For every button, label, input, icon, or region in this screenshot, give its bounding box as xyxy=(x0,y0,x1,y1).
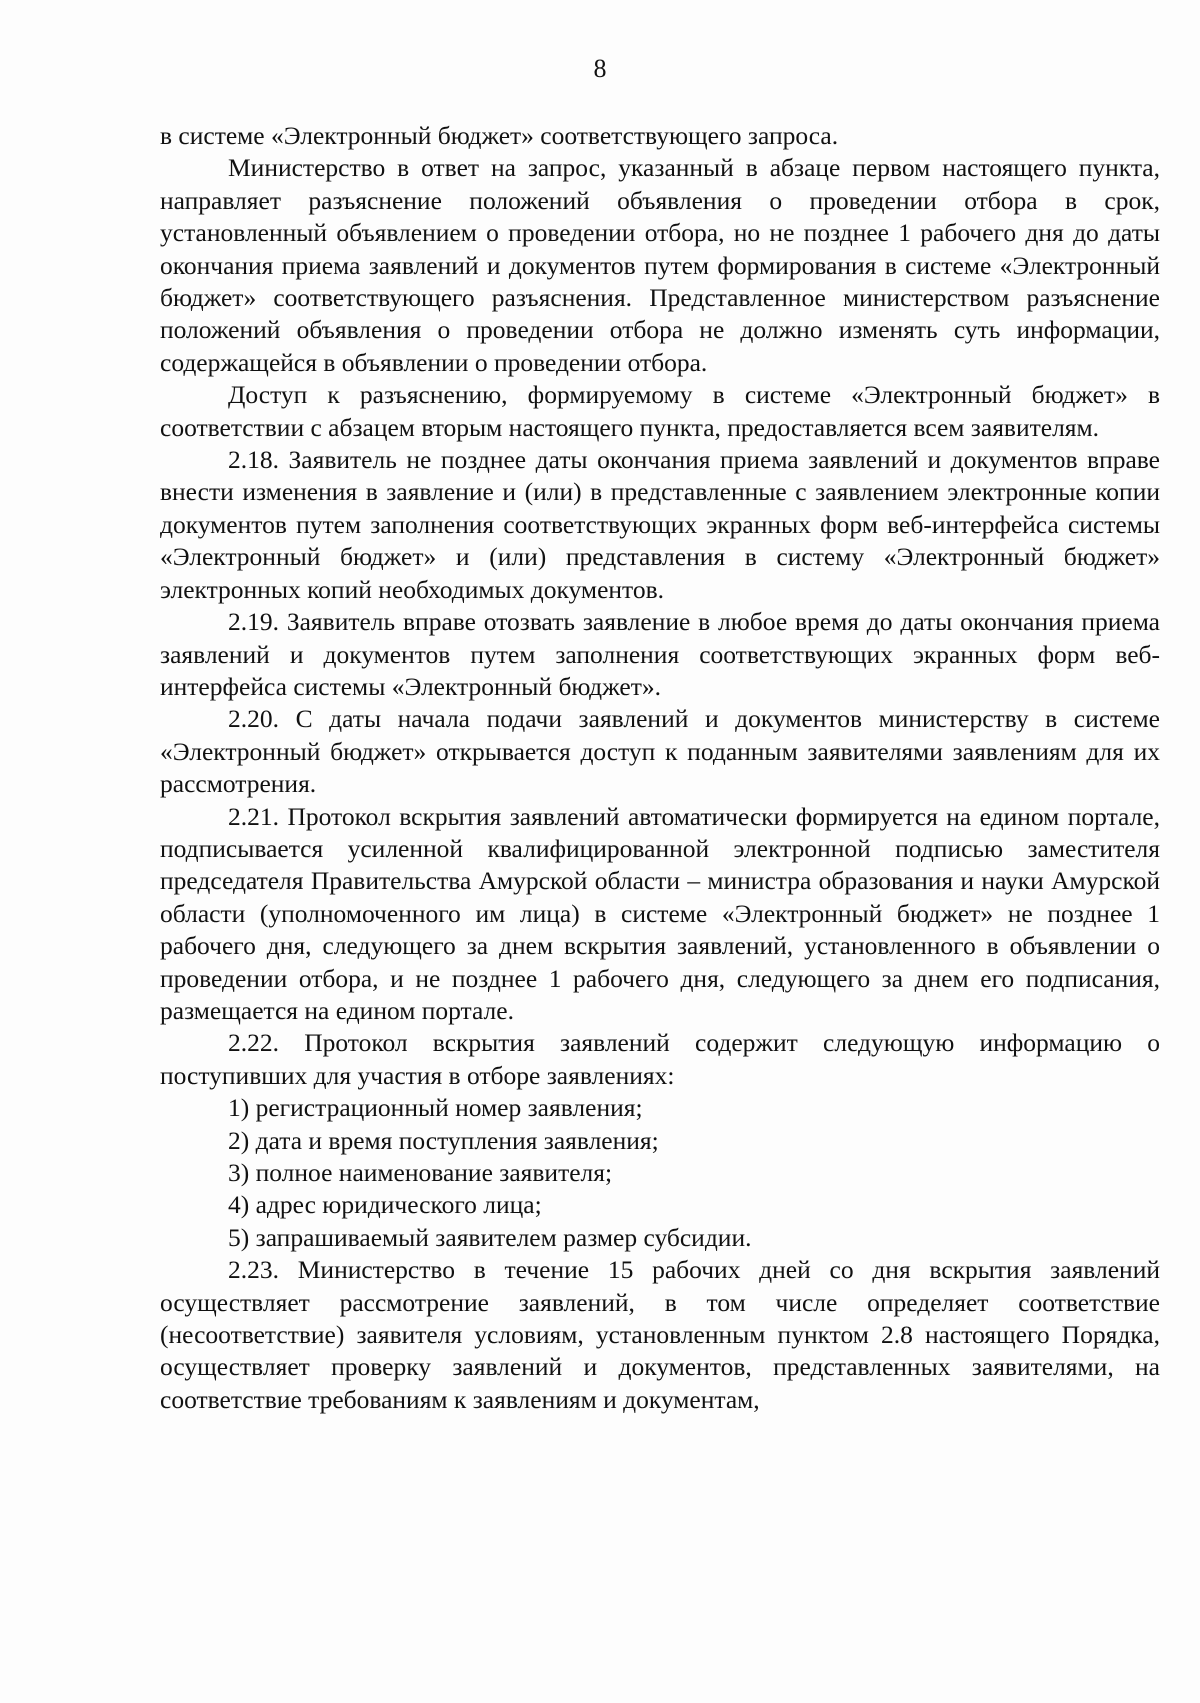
paragraph-2-20: 2.20. С даты начала подачи заявлений и документов министерству в системе «Электронный бюджет» открывается доступ к поданным заявителями заявлениям для их рассмотрения. xyxy=(160,704,1160,799)
paragraph-ministry-response: Министерство в ответ на запрос, указанный в абзаце первом настоящего пункта, направляет разъяснение положений объявления о проведении отбора в срок, установленный объявлением о проведении отбора, но не позднее 1 рабочего дня до даты окончания приема заявлений и документов путем формирования в системе «Электронный бюджет» соответствующего разъяснения. Представленное министерством разъяснение положений объявления о проведении отбора не должно изменять суть информации, содержащейся в объявлении о проведении отбора. xyxy=(160,153,1160,377)
document-body xyxy=(160,120,1160,1416)
paragraph-2-19: 2.19. Заявитель вправе отозвать заявление в любое время до даты окончания приема заявлений и документов путем заполнения соответствующих экранных форм веб-интерфейса системы «Электронный бюджет». xyxy=(160,607,1160,701)
paragraph-2-22: 2.22. Протокол вскрытия заявлений содержит следующую информацию о поступивших для участия в отборе заявлениях: xyxy=(160,1028,1160,1090)
list-item: 4) адрес юридического лица; xyxy=(228,1190,542,1220)
page-number: 8 xyxy=(593,54,607,83)
list-item: 5) запрашиваемый заявителем размер субсидии. xyxy=(228,1222,752,1252)
paragraph-2-23: 2.23. Министерство в течение 15 рабочих дней со дня вскрытия заявлений осуществляет рассмотрение заявлений, в том числе определяет соответствие (несоответствие) заявителя условиям, установленным пунктом 2.8 настоящего Порядка, осуществляет проверку заявлений и документов, представленных заявителями, на соответствие требованиям к заявлениям и документам, xyxy=(160,1255,1160,1414)
paragraph-2-21: 2.21. Протокол вскрытия заявлений автоматически формируется на едином портале, подписывается усиленной квалифицированной электронной подписью заместителя председателя Правительства Амурской области – министра образования и науки Амурской области (уполномоченного им лица) в системе «Электронный бюджет» не позднее 1 рабочего дня, следующего за днем вскрытия заявлений, установленного в объявлении о проведении отбора, и не позднее 1 рабочего дня, следующего за днем его подписания, размещается на едином портале. xyxy=(160,801,1160,1025)
paragraph-2-18: 2.18. Заявитель не позднее даты окончания приема заявлений и документов вправе внести изменения в заявление и (или) в представленные с заявлением электронные копии документов путем заполнения соответствующих экранных форм веб-интерфейса системы «Электронный бюджет» и (или) представления в систему «Электронный бюджет» электронных копий необходимых документов. xyxy=(160,445,1160,604)
protocol-info-list xyxy=(160,1092,1160,1254)
list-item: 3) полное наименование заявителя; xyxy=(228,1158,613,1187)
list-item: 1) регистрационный номер заявления; xyxy=(228,1093,643,1123)
list-item: 2) дата и время поступления заявления; xyxy=(228,1125,659,1155)
paragraph-access-clarification: Доступ к разъяснению, формируемому в системе «Электронный бюджет» в соответствии с абзацем вторым настоящего пункта, предоставляется всем заявителям. xyxy=(160,380,1160,442)
paragraph-continuation: в системе «Электронный бюджет» соответствующего запроса. xyxy=(160,121,839,150)
